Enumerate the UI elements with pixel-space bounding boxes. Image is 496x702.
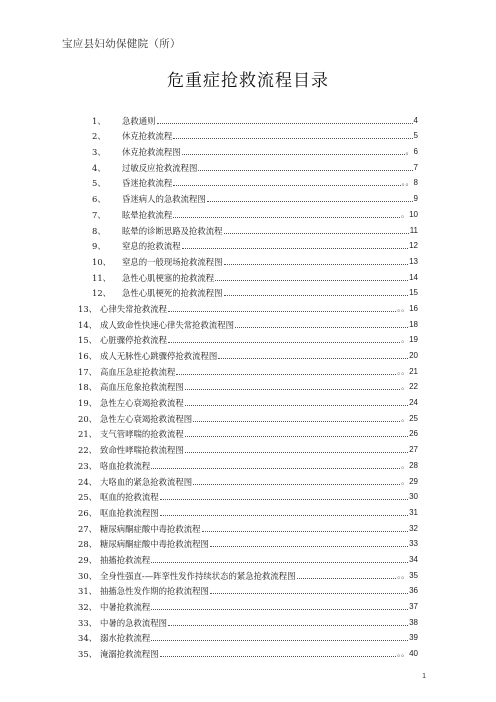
toc-dot-leader [168,311,396,312]
toc-entry-number: 19、 [78,398,98,409]
toc-dot-leader [185,452,408,453]
toc-dot-leader [218,358,408,359]
toc-dot-leader [224,233,409,234]
toc-entry[interactable] [78,188,418,204]
toc-entry-page: 14 [409,272,418,282]
toc-dot-leader [185,436,408,437]
toc-entry[interactable] [78,643,418,659]
toc-entry[interactable] [78,628,418,644]
toc-entry-number: 6、 [92,194,106,205]
toc-dot-leader [185,389,400,390]
toc-entry[interactable] [78,392,418,408]
toc-dot-leader [173,217,400,218]
toc-dot-leader [215,280,408,281]
toc-entry-number: 31、 [78,586,98,597]
toc-entry-number: 13、 [78,303,98,314]
toc-entry-page: 。。16 [397,303,418,313]
toc-entry[interactable] [78,487,418,503]
toc-entry-label: 昏迷病人的急救流程图 [122,194,206,205]
toc-entry-number: 11、 [92,272,112,283]
toc-entry[interactable] [78,345,418,361]
toc-entry-label: 急性左心衰竭抢救流程图 [100,413,193,424]
toc-entry-number: 34、 [78,633,98,644]
toc-entry[interactable] [78,251,418,267]
toc-entry-number: 22、 [78,445,98,456]
toc-dot-leader [235,327,408,328]
toc-entry-label: 糖尿病酮症酸中毒抢救流程 [100,523,201,534]
toc-dot-leader [151,562,408,563]
toc-dot-leader [207,201,413,202]
toc-entry[interactable] [78,377,418,393]
toc-entry-number: 4、 [92,162,106,173]
toc-entry-number: 26、 [78,507,98,518]
toc-entry-page: 9 [413,194,418,204]
toc-entry-label: 咯血抢救流程 [100,460,151,471]
toc-entry-page: 。22 [401,382,418,392]
toc-entry-label: 眩晕的诊断思路及抢救流程 [122,225,223,236]
toc-entry-page: 38 [409,617,418,627]
toc-dot-leader [157,123,413,124]
toc-dot-leader [210,593,408,594]
toc-entry[interactable] [78,283,418,299]
toc-dot-leader [173,185,400,186]
toc-dot-leader [193,484,400,485]
toc-entry[interactable] [78,157,418,173]
toc-entry-label: 高血压危象抢救流程图 [100,382,184,393]
toc-entry[interactable] [78,298,418,314]
toc-entry-number: 14、 [78,319,98,330]
toc-entry-number: 12、 [92,288,112,299]
toc-entry-number: 5、 [92,178,106,189]
toc-entry-number: 2、 [92,131,106,142]
toc-dot-leader [224,264,409,265]
toc-entry-label: 溺水抢救流程 [100,633,151,644]
toc-entry-label: 过敏反应抢救流程图 [122,162,198,173]
toc-entry-label: 急救通则 [122,115,156,126]
toc-entry-page: 。6 [405,147,418,157]
toc-entry-label: 窒息的抢救流程 [122,241,181,252]
toc-entry[interactable] [78,439,418,455]
toc-entry-number: 32、 [78,602,98,612]
toc-entry-page: 。28 [401,460,418,470]
toc-entry-number: 20、 [78,413,98,424]
toc-entry-label: 全身性强直-—阵挛性发作持续状态的紧急抢救流程图 [100,570,296,581]
toc-entry-label: 高血压急症抢救流程 [100,366,176,377]
toc-entry-label: 心律失常抢救流程 [100,303,168,314]
toc-entry-label: 致命性哮喘抢救流程图 [100,445,184,456]
toc-entry-label: 中暑抢救流程 [100,602,151,612]
toc-entry-label: 呕血抢救流程图 [100,507,159,518]
toc-entry[interactable] [78,330,418,346]
toc-entry-number: 23、 [78,460,98,471]
toc-entry-page: 26 [409,429,418,439]
toc-entry-number: 10、 [92,256,112,267]
toc-entry-label: 成人致命性快速心律失常抢救流程图 [100,319,235,330]
toc-dot-leader [297,578,397,579]
toc-entry-label: 休克抢救流程图 [122,147,181,158]
toc-entry[interactable] [78,314,418,330]
toc-dot-leader [173,138,412,139]
toc-entry-number: 30、 [78,570,98,581]
toc-entry[interactable] [78,612,418,628]
toc-entry[interactable] [78,518,418,534]
toc-dot-leader [182,248,408,249]
toc-entry-number: 3、 [92,147,106,158]
toc-dot-leader [176,374,396,375]
toc-entry[interactable] [78,565,418,581]
toc-dot-leader [160,499,408,500]
toc-dot-leader [224,295,409,296]
toc-entry-number: 15、 [78,335,98,346]
toc-entry-number: 7、 [92,209,106,220]
toc-dot-leader [193,421,400,422]
toc-entry-page: 24 [409,398,418,408]
toc-entry[interactable] [78,471,418,487]
toc-entry-page: 18 [409,319,418,329]
toc-entry-page: 。。40 [397,649,418,659]
toc-entry-page: 。10 [401,209,418,219]
toc-entry-page: 34 [409,554,418,564]
toc-entry-page: 。25 [401,413,418,423]
toc-entry-page: 。。8 [401,178,418,188]
toc-entry-number: 29、 [78,554,98,565]
toc-dot-leader [185,405,408,406]
toc-dot-leader [202,531,409,532]
toc-entry-number: 8、 [92,225,106,236]
toc-entry-page: 。29 [401,476,418,486]
toc-entry-number: 28、 [78,539,98,550]
header-organization: 宝应县妇幼保健院（所） [62,38,181,50]
toc-entry-number: 9、 [92,241,106,252]
toc-entry[interactable] [78,204,418,220]
toc-entry-label: 眩晕抢救流程 [122,209,173,220]
toc-entry-label: 心脏骤停抢救流程 [100,335,168,346]
toc-entry-number: 35、 [78,649,98,660]
toc-entry[interactable] [78,408,418,424]
toc-entry[interactable] [78,455,418,471]
toc-entry-number: 21、 [78,429,98,440]
toc-dot-leader [210,546,408,547]
toc-entry-page: 。。21 [397,366,418,376]
toc-entry-number: 25、 [78,492,98,503]
toc-entry-label: 休克抢救流程 [122,131,173,142]
toc-dot-leader [168,625,408,626]
toc-entry[interactable] [78,581,418,597]
toc-entry[interactable] [78,534,418,550]
toc-entry-label: 昏迷抢救流程 [122,178,173,189]
toc-entry-number: 33、 [78,617,98,628]
toc-entry-label: 糖尿病酮症酸中毒抢救流程图 [100,539,209,550]
toc-entry-number: 27、 [78,523,98,534]
toc-entry-label: 急性左心衰竭抢救流程 [100,398,184,409]
toc-entry-page: 20 [409,351,418,360]
toc-entry-page: 11 [409,225,418,235]
toc-entry-page: 4 [413,115,418,125]
page-number: 1 [422,673,426,680]
toc-entry[interactable] [78,110,418,126]
toc-entry[interactable] [78,549,418,565]
toc-entry-label: 中暑的急救流程图 [100,617,168,628]
toc-entry-page: 37 [409,602,418,611]
document-title: 危重症抢救流程目录 [167,71,329,91]
toc-entry-label: 急性心肌梗塞的抢救流程 [122,272,215,283]
toc-entry-page: 。。35 [397,570,418,580]
toc-entry-page: 32 [409,523,418,533]
toc-entry[interactable] [78,126,418,142]
toc-entry-page: 。19 [401,335,418,345]
toc-entry-label: 抽搐抢救流程 [100,554,151,565]
toc-dot-leader [151,468,400,469]
table-of-contents [78,110,418,659]
toc-dot-leader [151,640,408,641]
toc-entry-label: 淹溺抢救流程图 [100,649,159,660]
toc-entry[interactable] [78,236,418,252]
toc-entry-page: 13 [409,256,418,266]
toc-entry-page: 27 [409,445,418,455]
toc-entry-label: 急性心肌梗死的抢救流程图 [122,288,223,299]
toc-entry-label: 窒息的一般现场抢救流程图 [122,256,223,267]
toc-entry-page: 7 [413,162,418,172]
toc-entry-number: 17、 [78,366,98,377]
toc-dot-leader [182,154,405,155]
toc-entry[interactable] [78,361,418,377]
toc-entry-page: 30 [409,492,418,502]
toc-entry-page: 31 [409,507,418,517]
toc-dot-leader [160,515,408,516]
toc-entry[interactable] [78,424,418,440]
toc-dot-leader [168,342,400,343]
toc-entry-page: 39 [409,633,418,643]
toc-entry-page: 33 [409,539,418,549]
toc-entry-page: 36 [409,586,418,596]
toc-entry-label: 呕血的抢救流程 [100,492,159,503]
toc-entry-label: 支气管哮喘的抢救流程 [100,429,184,440]
toc-entry-label: 成人无脉性心跳骤停抢救流程图 [100,351,218,361]
toc-entry-label: 抽搐急性发作期的抢救流程图 [100,586,209,597]
toc-entry-number: 16、 [78,351,98,361]
toc-dot-leader [160,656,396,657]
toc-entry-page: 12 [409,241,418,251]
toc-entry[interactable] [78,220,418,236]
toc-entry-number: 1、 [92,115,106,126]
toc-entry-number: 18、 [78,382,98,393]
toc-entry[interactable] [78,267,418,283]
toc-entry[interactable] [78,141,418,157]
toc-dot-leader [151,609,408,610]
toc-entry-page: 15 [409,288,418,298]
toc-entry[interactable] [78,596,418,612]
toc-entry[interactable] [78,502,418,518]
toc-entry-number: 24、 [78,476,98,487]
toc-entry[interactable] [78,173,418,189]
toc-entry-page: 5 [413,131,418,141]
toc-dot-leader [198,170,412,171]
toc-entry-label: 大咯血的紧急抢救流程图 [100,476,193,487]
